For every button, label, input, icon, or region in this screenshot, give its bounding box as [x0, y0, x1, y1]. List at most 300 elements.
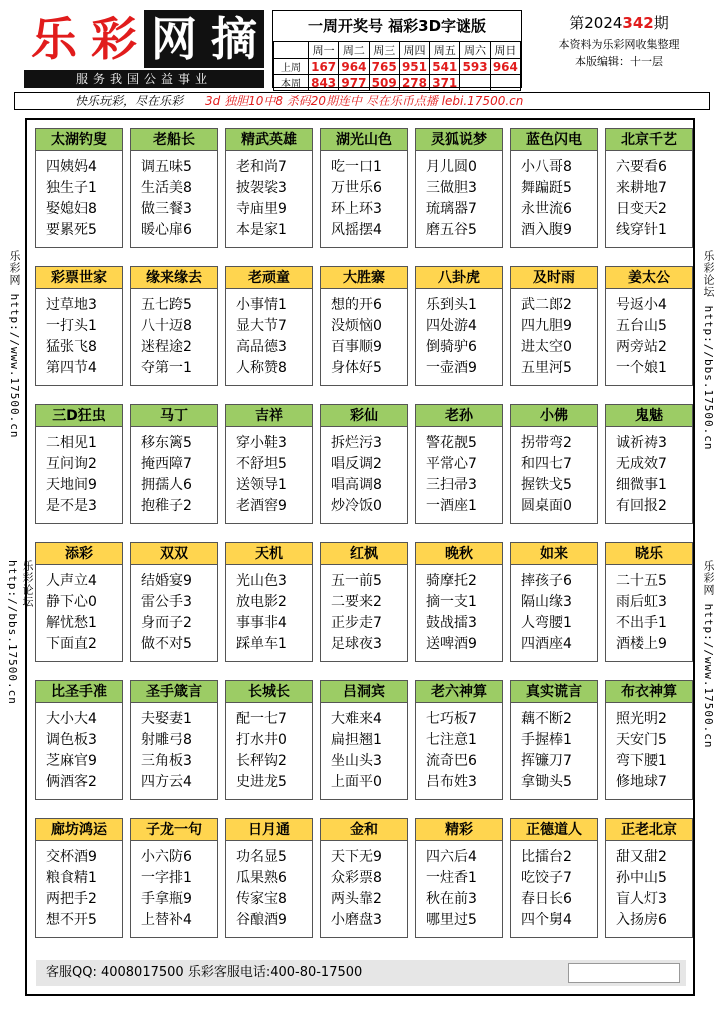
riddle-cell: [605, 404, 693, 524]
riddle-line: 猛张飞8: [46, 339, 97, 355]
riddle-line: 披袈裟3: [236, 180, 287, 196]
riddle-line: 一炷香1: [426, 870, 477, 886]
riddle-line: 诚祈祷3: [616, 435, 667, 451]
riddle-line: 警花靓5: [426, 435, 477, 451]
riddle-author: 晚秋: [416, 543, 502, 565]
riddle-body: [226, 289, 312, 379]
draw-number: 964: [490, 59, 520, 75]
riddle-line: 倒骑驴6: [426, 339, 477, 355]
riddle-cell: [510, 680, 598, 800]
riddle-line: 进太空0: [521, 339, 572, 355]
riddle-line: 小磨盘3: [331, 912, 382, 928]
riddle-line: 吃饺子7: [521, 870, 572, 886]
riddle-line: 足球夜3: [331, 636, 382, 652]
riddle-line: 史进龙5: [236, 774, 287, 790]
draw-number: 278: [399, 75, 429, 91]
riddle-line: 身体好5: [331, 360, 382, 376]
riddle-line: 四姨妈4: [46, 159, 97, 175]
riddle-body: [416, 841, 502, 931]
riddle-line: 一字排1: [141, 870, 192, 886]
riddle-line: 来耕地7: [616, 180, 667, 196]
week-label: 周日: [490, 42, 520, 59]
riddle-cell: [415, 128, 503, 248]
riddle-line: 弯下腰1: [616, 753, 667, 769]
riddle-line: 放电影2: [236, 594, 287, 610]
side-url-left-bottom: 乐彩论坛 http://bbs.17500.cn: [6, 560, 34, 705]
riddle-body: [511, 289, 597, 379]
riddle-cell: [415, 266, 503, 386]
riddle-cell: [510, 266, 598, 386]
riddle-line: 雨后虹3: [616, 594, 667, 610]
riddle-cell: [320, 542, 408, 662]
riddle-line: 下面直2: [46, 636, 97, 652]
header: [14, 6, 710, 88]
riddle-body: [606, 151, 692, 241]
riddle-author: 三D狂虫: [36, 405, 122, 427]
riddle-body: [36, 565, 122, 655]
riddle-line: 摘一支1: [426, 594, 477, 610]
riddle-author: 精武英雄: [226, 129, 312, 151]
riddle-line: 娶媳妇8: [46, 201, 97, 217]
riddle-cell: [130, 680, 218, 800]
riddle-line: 上替补4: [141, 912, 192, 928]
riddle-line: 流奇巴6: [426, 753, 477, 769]
riddle-line: 风摇摆4: [331, 222, 382, 238]
draw-number: 541: [430, 59, 460, 75]
riddle-cell: [605, 266, 693, 386]
riddle-line: 身而子2: [141, 615, 192, 631]
riddle-line: 想的开6: [331, 297, 382, 313]
riddle-body: [511, 565, 597, 655]
week-label: 周六: [460, 42, 490, 59]
riddle-author: 湖光山色: [321, 129, 407, 151]
riddle-line: 三角板3: [141, 753, 192, 769]
riddle-line: 交杯酒9: [46, 849, 97, 865]
footer: [36, 960, 686, 986]
riddle-body: [36, 151, 122, 241]
draw-number: 843: [309, 75, 339, 91]
riddle-author: 布衣神算: [606, 681, 692, 703]
riddle-author: 吉祥: [226, 405, 312, 427]
riddle-line: 送啤酒9: [426, 636, 477, 652]
riddle-line: 第四节4: [46, 360, 97, 376]
riddle-author: 子龙一句: [131, 819, 217, 841]
riddle-line: 人称赞8: [236, 360, 287, 376]
riddle-author: 晓乐: [606, 543, 692, 565]
riddle-line: 俩酒客2: [46, 774, 97, 790]
riddle-author: 老孙: [416, 405, 502, 427]
riddle-body: [36, 841, 122, 931]
riddle-line: 酒楼上9: [616, 636, 667, 652]
riddle-line: 暖心扉6: [141, 222, 192, 238]
riddle-line: 号返小4: [616, 297, 667, 313]
riddle-body: [511, 151, 597, 241]
riddle-line: 哪里过5: [426, 912, 477, 928]
riddle-line: 过草地3: [46, 297, 97, 313]
riddle-cell: [415, 404, 503, 524]
logo-char: 摘: [204, 10, 264, 68]
riddle-cell: [415, 680, 503, 800]
riddle-line: 六要看6: [616, 159, 667, 175]
riddle-cell: [35, 680, 123, 800]
riddle-line: 两旁站2: [616, 339, 667, 355]
riddle-body: [606, 841, 692, 931]
week-label: 周一: [309, 42, 339, 59]
riddle-cell: [605, 680, 693, 800]
riddle-line: 酒入腹9: [521, 222, 572, 238]
riddle-line: 四个舅4: [521, 912, 572, 928]
riddle-line: 是不是3: [46, 498, 97, 514]
riddle-line: 做三餐3: [141, 201, 192, 217]
week-label: 周三: [369, 42, 399, 59]
riddle-body: [416, 427, 502, 517]
riddle-line: 人弯腰1: [521, 615, 572, 631]
riddle-author: 八卦虎: [416, 267, 502, 289]
riddle-author: 精彩: [416, 819, 502, 841]
riddle-cell: [35, 542, 123, 662]
riddle-line: 调色板3: [46, 732, 97, 748]
riddle-line: 孙中山5: [616, 870, 667, 886]
riddle-body: [131, 841, 217, 931]
week-label: 周四: [399, 42, 429, 59]
riddle-cell: [605, 542, 693, 662]
riddle-line: 一壶酒9: [426, 360, 477, 376]
riddle-line: 瓜果熟6: [236, 870, 287, 886]
riddle-author: 大胜寨: [321, 267, 407, 289]
riddle-line: 五台山5: [616, 318, 667, 334]
riddle-line: 炒冷饭0: [331, 498, 382, 514]
riddle-body: [511, 841, 597, 931]
riddle-line: 八十迈8: [141, 318, 192, 334]
riddle-line: 摔孩子6: [521, 573, 572, 589]
riddle-line: 五一前5: [331, 573, 382, 589]
riddle-author: 天机: [226, 543, 312, 565]
riddle-author: 老船长: [131, 129, 217, 151]
riddle-line: 老酒窖9: [236, 498, 287, 514]
riddle-author: 圣手箴言: [131, 681, 217, 703]
riddle-body: [606, 427, 692, 517]
riddle-cell: [415, 818, 503, 938]
riddle-line: 吕布姓3: [426, 774, 477, 790]
week-label: 周五: [430, 42, 460, 59]
logo-char: 彩: [84, 10, 144, 68]
riddle-author: 金和: [321, 819, 407, 841]
riddle-body: [606, 289, 692, 379]
side-url-right-top: 乐彩论坛 http://bbs.17500.cn: [702, 250, 715, 451]
riddle-body: [321, 151, 407, 241]
riddle-line: 七巧板7: [426, 711, 477, 727]
riddle-line: 藕不断2: [521, 711, 572, 727]
draw-results-panel: [272, 10, 522, 88]
banner-promo: 3d 独胆10中8 杀码20期连中 尽在乐币点播 lebi.17500.cn: [205, 94, 524, 108]
riddle-line: 射雕弓8: [141, 732, 192, 748]
riddle-line: 四酒座4: [521, 636, 572, 652]
riddle-line: 高品德3: [236, 339, 287, 355]
riddle-line: 万世乐6: [331, 180, 382, 196]
issue-info: [528, 10, 710, 88]
riddle-line: 拐带弯2: [521, 435, 572, 451]
riddle-author: 日月通: [226, 819, 312, 841]
riddle-body: [131, 565, 217, 655]
riddle-cell: [130, 128, 218, 248]
riddle-line: 月儿圆0: [426, 159, 477, 175]
riddle-line: 乐到头1: [426, 297, 477, 313]
riddle-cell: [130, 818, 218, 938]
row-label: 上周: [274, 59, 309, 75]
slogan: 服务我国公益事业: [24, 70, 264, 88]
riddle-cell: [130, 266, 218, 386]
riddle-line: 吃一口1: [331, 159, 382, 175]
riddle-body: [321, 427, 407, 517]
riddle-line: 小八哥8: [521, 159, 572, 175]
draw-number: [460, 75, 490, 91]
riddle-line: 不舒坦5: [236, 456, 287, 472]
riddle-line: 抱稚子2: [141, 498, 192, 514]
riddle-body: [36, 289, 122, 379]
riddle-line: 小六防6: [141, 849, 192, 865]
riddle-line: 磨五谷5: [426, 222, 477, 238]
riddle-line: 不出手1: [616, 615, 667, 631]
riddle-line: 传家宝8: [236, 891, 287, 907]
riddle-line: 手握棒1: [521, 732, 572, 748]
riddle-line: 环上环3: [331, 201, 382, 217]
riddle-line: 坐山头3: [331, 753, 382, 769]
riddle-cell: [35, 266, 123, 386]
riddle-line: 拿锄头5: [521, 774, 572, 790]
riddle-line: 无成效7: [616, 456, 667, 472]
riddle-cell: [225, 680, 313, 800]
riddle-author: 小佛: [511, 405, 597, 427]
footer-contact: 客服QQ: 4008017500 乐彩客服电话:400-80-17500: [46, 965, 363, 980]
riddle-author: 比圣手准: [36, 681, 122, 703]
riddle-line: 线穿针1: [616, 222, 667, 238]
riddle-body: [131, 703, 217, 793]
draw-number: 951: [399, 59, 429, 75]
draw-number: 371: [430, 75, 460, 91]
riddle-cell: [510, 542, 598, 662]
riddle-cell: [35, 128, 123, 248]
riddle-cell: [510, 404, 598, 524]
riddle-line: 四九胆9: [521, 318, 572, 334]
draw-number: 964: [339, 59, 369, 75]
riddle-cell: [225, 266, 313, 386]
riddle-line: 本是家1: [236, 222, 287, 238]
riddle-line: 隔山缘3: [521, 594, 572, 610]
riddle-author: 缘来缘去: [131, 267, 217, 289]
riddle-body: [606, 565, 692, 655]
riddle-line: 比擂台2: [521, 849, 572, 865]
riddle-cell: [605, 128, 693, 248]
riddle-line: 和四七7: [521, 456, 572, 472]
riddle-body: [36, 427, 122, 517]
riddle-line: 要累死5: [46, 222, 97, 238]
riddle-line: 七注意1: [426, 732, 477, 748]
riddle-line: 显大节7: [236, 318, 287, 334]
riddle-line: 功名显5: [236, 849, 287, 865]
riddle-body: [36, 703, 122, 793]
riddle-body: [226, 703, 312, 793]
riddle-cell: [225, 404, 313, 524]
riddle-line: 穿小鞋3: [236, 435, 287, 451]
panel-title: 一周开奖号 福彩3D字谜版: [307, 17, 487, 35]
riddle-line: 秋在前3: [426, 891, 477, 907]
riddle-body: [321, 703, 407, 793]
riddle-line: 鼓战擂3: [426, 615, 477, 631]
riddle-line: 天地间9: [46, 477, 97, 493]
riddle-body: [321, 289, 407, 379]
draw-number: 593: [460, 59, 490, 75]
riddle-body: [226, 565, 312, 655]
riddle-line: 调五味5: [141, 159, 192, 175]
riddle-author: 及时雨: [511, 267, 597, 289]
side-url-right-bottom: 乐彩网 http://www.17500.cn: [702, 560, 715, 749]
riddle-cell: [130, 404, 218, 524]
riddle-line: 粮食精1: [46, 870, 97, 886]
riddle-line: 大难来4: [331, 711, 382, 727]
riddle-line: 送领导1: [236, 477, 287, 493]
riddle-cell: [320, 818, 408, 938]
riddle-author: 添彩: [36, 543, 122, 565]
riddle-line: 移东篱5: [141, 435, 192, 451]
riddle-body: [511, 703, 597, 793]
riddle-line: 事事非4: [236, 615, 287, 631]
riddle-line: 五里河5: [521, 360, 572, 376]
riddle-line: 两把手2: [46, 891, 97, 907]
riddle-body: [511, 427, 597, 517]
riddle-line: 天安门5: [616, 732, 667, 748]
riddle-line: 夫娶妻1: [141, 711, 192, 727]
riddle-author: 如来: [511, 543, 597, 565]
riddle-author: 太湖钓叟: [36, 129, 122, 151]
riddle-author: 灵狐说梦: [416, 129, 502, 151]
riddle-line: 握铁戈5: [521, 477, 572, 493]
riddle-line: 一酒座1: [426, 498, 477, 514]
riddle-cell: [225, 818, 313, 938]
riddle-line: 二十五5: [616, 573, 667, 589]
riddle-cell: [415, 542, 503, 662]
riddle-line: 老和尚7: [236, 159, 287, 175]
riddle-cell: [605, 818, 693, 938]
week-label: 周二: [339, 42, 369, 59]
riddle-line: 春日长6: [521, 891, 572, 907]
riddle-line: 雷公手3: [141, 594, 192, 610]
riddle-line: 打水井0: [236, 732, 287, 748]
draw-results-table: [273, 41, 521, 91]
riddle-line: 天下无9: [331, 849, 382, 865]
riddle-cell: [225, 128, 313, 248]
riddle-body: [321, 841, 407, 931]
riddle-author: 彩票世家: [36, 267, 122, 289]
riddle-line: 生活美8: [141, 180, 192, 196]
riddle-cell: [510, 128, 598, 248]
riddle-line: 三做胆3: [426, 180, 477, 196]
logo: [24, 10, 264, 70]
riddle-line: 二相见1: [46, 435, 97, 451]
riddle-line: 扁担翘1: [331, 732, 382, 748]
riddle-author: 真实谎言: [511, 681, 597, 703]
side-url-left-top: 乐彩网 http://www.17500.cn: [8, 250, 21, 439]
riddle-author: 正老北京: [606, 819, 692, 841]
row-label: 本周: [274, 75, 309, 91]
riddle-body: [606, 703, 692, 793]
riddle-line: 长秤钩2: [236, 753, 287, 769]
riddle-author: 正德道人: [511, 819, 597, 841]
draw-number: 509: [369, 75, 399, 91]
riddle-line: 独生子1: [46, 180, 97, 196]
riddle-line: 照光明2: [616, 711, 667, 727]
riddle-line: 永世流6: [521, 201, 572, 217]
riddle-line: 有回报2: [616, 498, 667, 514]
riddle-line: 想不开5: [46, 912, 97, 928]
riddle-line: 小事情1: [236, 297, 287, 313]
riddle-author: 马丁: [131, 405, 217, 427]
riddle-body: [131, 151, 217, 241]
riddle-cell: [320, 266, 408, 386]
riddle-line: 盲人灯3: [616, 891, 667, 907]
riddle-line: 二要来2: [331, 594, 382, 610]
riddle-cell: [130, 542, 218, 662]
logo-char: 网: [144, 10, 204, 68]
riddle-line: 大小大4: [46, 711, 97, 727]
riddle-body: [226, 151, 312, 241]
riddle-body: [131, 289, 217, 379]
riddle-cell: [510, 818, 598, 938]
riddle-line: 修地球7: [616, 774, 667, 790]
riddle-line: 互问询2: [46, 456, 97, 472]
riddle-author: 老顽童: [226, 267, 312, 289]
riddle-body: [416, 703, 502, 793]
riddle-line: 唱反调2: [331, 456, 382, 472]
riddle-board: [25, 118, 695, 996]
editor-note: 本版编辑：十一层: [575, 55, 663, 68]
riddle-author: 长城长: [226, 681, 312, 703]
riddle-body: [226, 427, 312, 517]
draw-number: 977: [339, 75, 369, 91]
riddle-line: 两头靠2: [331, 891, 382, 907]
riddle-author: 红枫: [321, 543, 407, 565]
riddle-line: 上面平0: [331, 774, 382, 790]
riddle-line: 四六后4: [426, 849, 477, 865]
riddle-author: 姜太公: [606, 267, 692, 289]
footer-blank-box: [568, 963, 680, 983]
banner-bar: [14, 92, 710, 110]
riddle-line: 一个娘1: [616, 360, 667, 376]
riddle-line: 做不对5: [141, 636, 192, 652]
riddle-line: 夺第一1: [141, 360, 192, 376]
riddle-line: 人声立4: [46, 573, 97, 589]
riddle-line: 芝麻官9: [46, 753, 97, 769]
riddle-body: [416, 289, 502, 379]
logo-char: 乐: [24, 10, 84, 68]
riddle-line: 静下心0: [46, 594, 97, 610]
riddle-line: 配一七7: [236, 711, 287, 727]
riddle-body: [321, 565, 407, 655]
riddle-line: 寺庙里9: [236, 201, 287, 217]
riddle-cell: [225, 542, 313, 662]
draw-number: 765: [369, 59, 399, 75]
riddle-line: 拥孺人6: [141, 477, 192, 493]
riddle-author: 廊坊鸿运: [36, 819, 122, 841]
riddle-author: 蓝色闪电: [511, 129, 597, 151]
riddle-line: 挥镰刀7: [521, 753, 572, 769]
riddle-line: 甜又甜2: [616, 849, 667, 865]
riddle-line: 琉璃器7: [426, 201, 477, 217]
riddle-author: 吕洞宾: [321, 681, 407, 703]
draw-number: 167: [309, 59, 339, 75]
riddle-cell: [35, 818, 123, 938]
riddle-line: 圆桌面0: [521, 498, 572, 514]
riddle-line: 日变天2: [616, 201, 667, 217]
